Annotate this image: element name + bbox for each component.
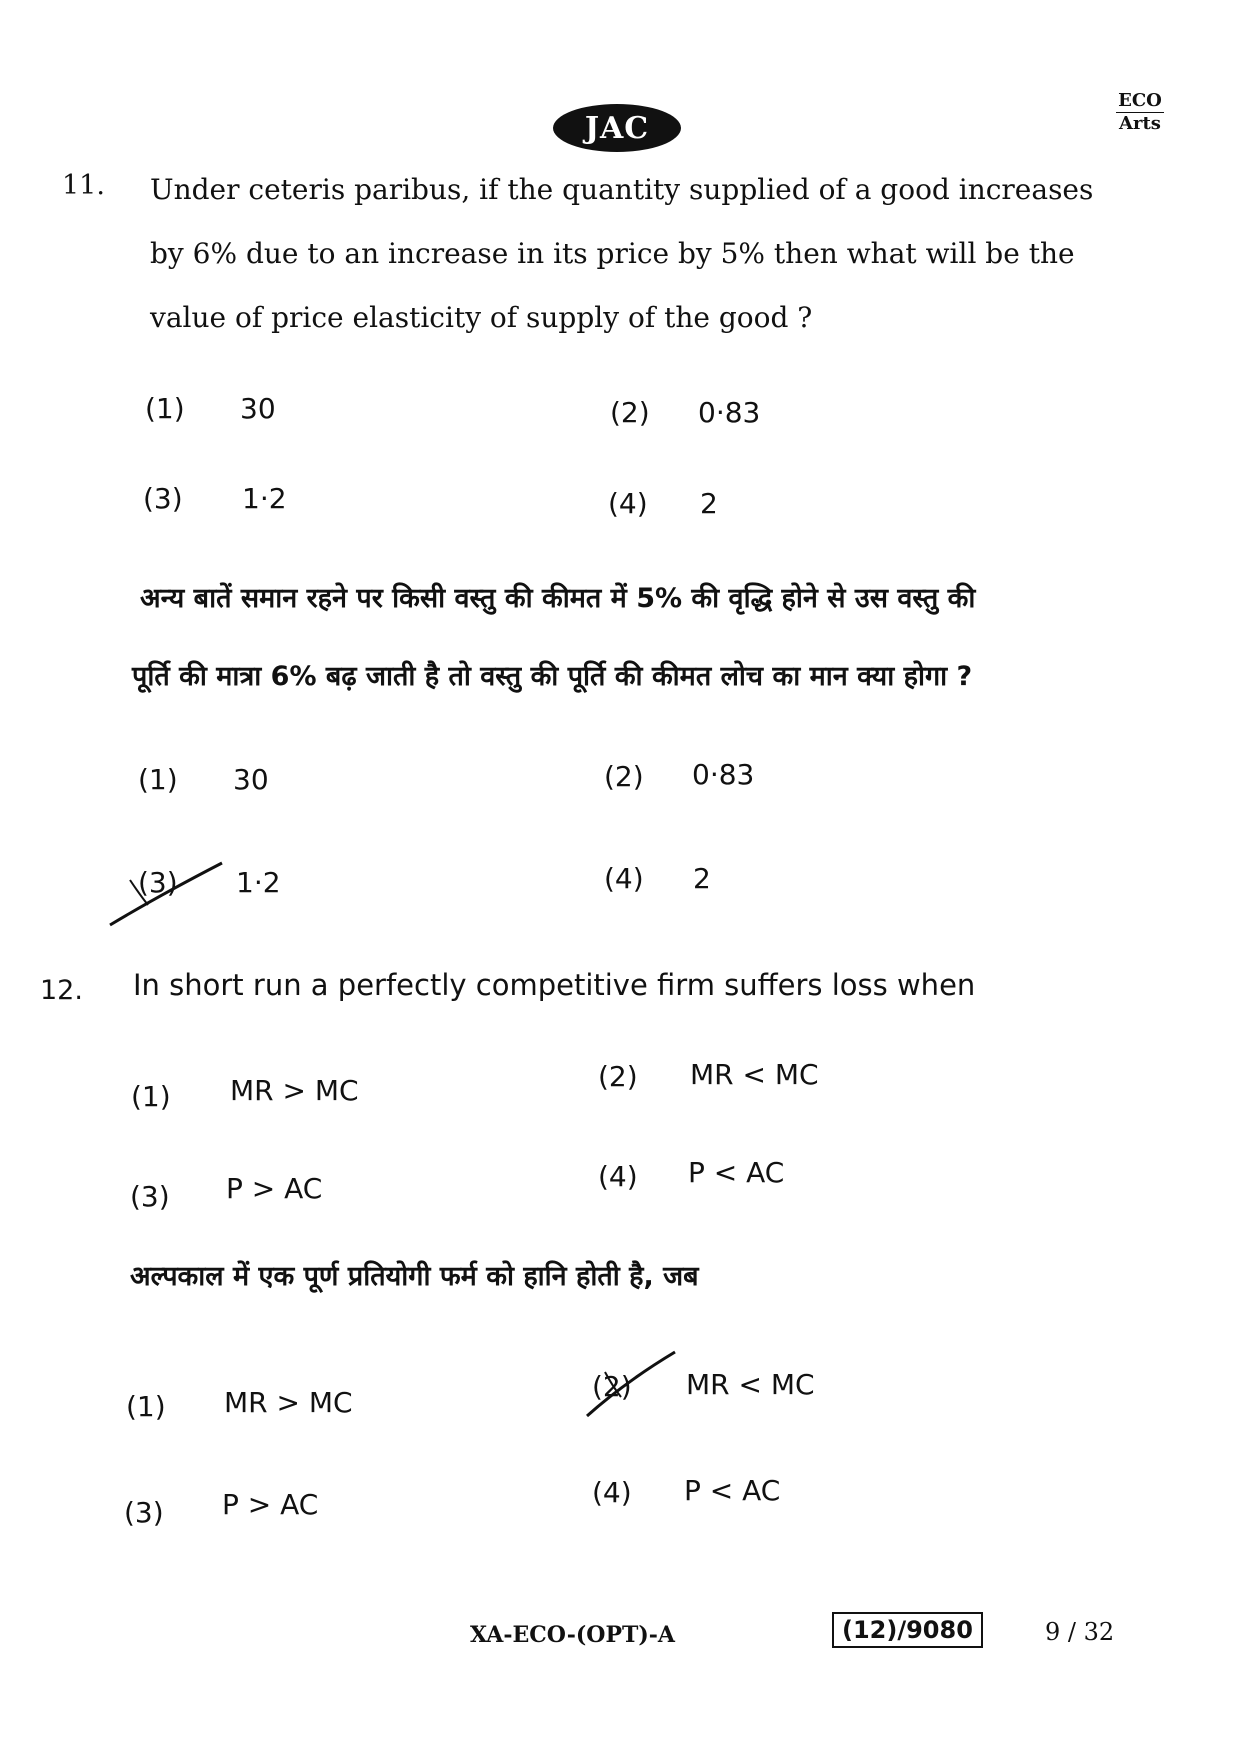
question-text-hi-line: अन्य बातें समान रहने पर किसी वस्तु की कीमत में 5% की वृद्धि होने से उस वस्तु की (140, 583, 976, 614)
question-number: 12. (40, 975, 83, 1006)
question-text-en: In short run a perfectly competitive firm suffers loss when (133, 968, 976, 1002)
option-text: P < AC (688, 1156, 785, 1189)
option-text: 1·2 (242, 482, 287, 515)
option-number: (4) (604, 862, 644, 895)
option-number: (4) (598, 1160, 638, 1193)
option-text: 2 (700, 487, 718, 520)
option-text: 0·83 (692, 758, 755, 791)
option-number-marked: (3) (138, 866, 178, 899)
option-number-marked: (2) (592, 1370, 632, 1403)
question-line: value of price elasticity of supply of the good ? (150, 301, 813, 334)
page-number: 9 / 32 (1045, 1618, 1115, 1646)
subject-corner-label (1100, 90, 1180, 135)
option-number: (3) (143, 482, 183, 515)
question-text-hi-line: अल्पकाल में एक पूर्ण प्रतियोगी फर्म को हानि होती है, जब (130, 1261, 699, 1292)
option-number: (2) (610, 396, 650, 429)
question-line: by 6% due to an increase in its price by 5% then what will be the (150, 237, 1075, 270)
option-number: (3) (130, 1180, 170, 1213)
question-text-hi-line: पूर्ति की मात्रा 6% बढ़ जाती है तो वस्तु की पूर्ति की कीमत लोच का मान क्या होगा ? (132, 661, 973, 692)
option-text: P > AC (222, 1488, 319, 1521)
option-number: (1) (138, 763, 178, 796)
option-number: (1) (126, 1390, 166, 1423)
question-line: Under ceteris paribus, if the quantity supplied of a good increases (150, 173, 1094, 206)
option-text: P > AC (226, 1172, 323, 1205)
option-number: (1) (131, 1080, 171, 1113)
option-text: MR > MC (230, 1074, 359, 1107)
option-text: 1·2 (236, 866, 281, 899)
option-text: 0·83 (698, 396, 761, 429)
jac-logo-badge: JAC (553, 104, 681, 152)
option-number: (2) (604, 760, 644, 793)
question-text-en (150, 158, 1180, 350)
option-text: P < AC (684, 1474, 781, 1507)
option-text: MR < MC (690, 1058, 819, 1091)
option-text: MR > MC (224, 1386, 353, 1419)
option-number: (1) (145, 392, 185, 425)
option-text: 30 (240, 392, 276, 425)
option-text: MR < MC (686, 1368, 815, 1401)
option-number: (2) (598, 1060, 638, 1093)
question-number: 11. (62, 170, 105, 201)
option-number: (3) (124, 1496, 164, 1529)
stream-label: Arts (1119, 113, 1161, 134)
option-text: 2 (693, 862, 711, 895)
option-number: (4) (592, 1476, 632, 1509)
option-text: 30 (233, 763, 269, 796)
tick-mark-icon (585, 1352, 685, 1422)
tick-mark-icon (100, 855, 230, 935)
paper-code: XA-ECO-(OPT)-A (470, 1622, 675, 1648)
option-number: (4) (608, 487, 648, 520)
subject-code: ECO (1118, 90, 1162, 111)
paper-series-box: (12)/9080 (832, 1612, 983, 1648)
